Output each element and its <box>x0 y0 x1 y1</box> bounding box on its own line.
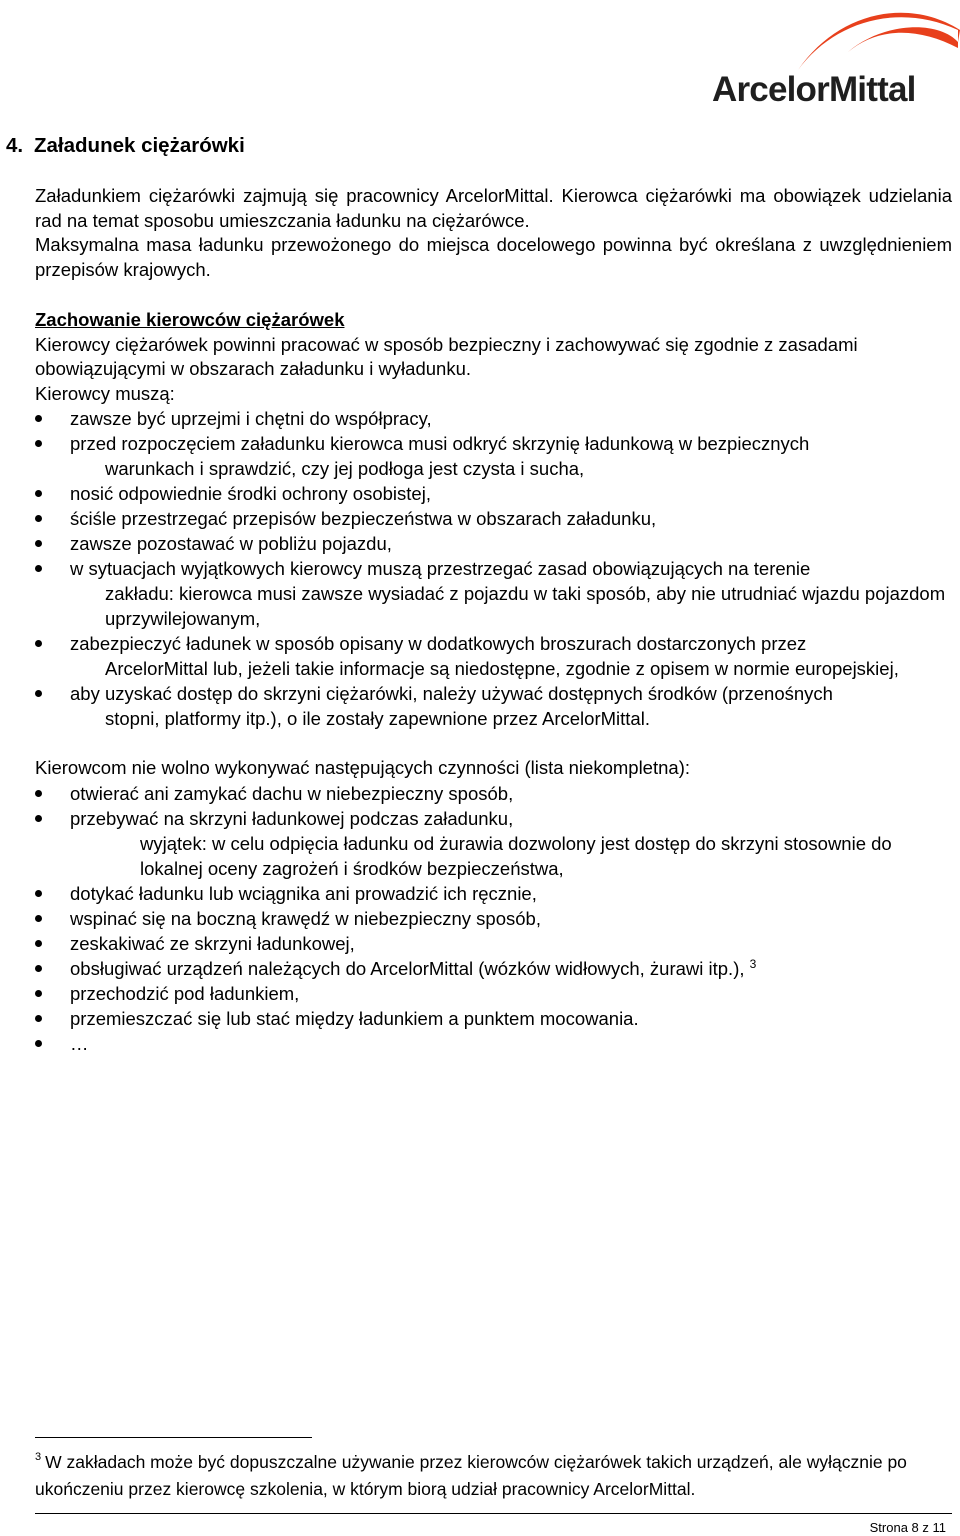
footer-divider <box>35 1513 952 1514</box>
bullet-icon <box>35 990 42 997</box>
intro-paragraph-1: Załadunkiem ciężarówki zajmują się pracownicy ArcelorMittal. Kierowca ciężarówki ma obowiązek udzielania rad na temat sposobu umieszczania ładunku na ciężarówce. <box>35 185 952 231</box>
document-body <box>35 184 952 1056</box>
footnote-number: 3 <box>35 1451 42 1463</box>
bullet-icon <box>35 915 42 922</box>
forbidden-list-item <box>35 781 952 806</box>
must-label: Kierowcy muszą: <box>35 382 175 404</box>
list-item-text: w sytuacjach wyjątkowych kierowcy muszą przestrzegać zasad obowiązujących na terenie <box>70 558 811 579</box>
bullet-icon <box>35 540 42 547</box>
must-list-item <box>35 531 952 556</box>
list-item-continuation: warunkach i sprawdzić, czy jej podłoga jest czysta i sucha, <box>105 458 585 479</box>
forbidden-list-item <box>35 906 952 931</box>
list-item-text: zawsze być uprzejmi i chętni do współpracy, <box>70 408 432 429</box>
list-item-label: wspinać się na boczną krawędź w niebezpieczny sposób, <box>70 907 541 929</box>
must-list-item <box>35 506 952 531</box>
list-item-label: przechodzić pod ładunkiem, <box>70 982 300 1004</box>
list-item-text <box>70 981 952 1006</box>
list-item-text <box>70 931 952 956</box>
list-item-text: nosić odpowiednie środki ochrony osobistej, <box>70 483 431 504</box>
forbidden-label: Kierowcom nie wolno wykonywać następujących czynności (lista niekompletna): <box>35 757 690 778</box>
forbidden-list <box>35 781 952 1056</box>
bullet-icon <box>35 1040 42 1047</box>
list-item-text <box>70 1006 952 1031</box>
list-item-exception: wyjątek: w celu odpięcia ładunku od żurawia dozwolony jest dostęp do skrzyni stosownie do lokalnej oceny zagrożeń i środków bezpieczeństwa, <box>140 832 892 879</box>
forbidden-list-item <box>35 981 952 1006</box>
list-item-text <box>70 881 952 906</box>
bullet-icon <box>35 790 42 797</box>
must-list-item <box>35 431 952 481</box>
list-item-label: dotykać ładunku lub wciągnika ani prowadzić ich ręcznie, <box>70 882 537 904</box>
behaviour-text: Kierowcy ciężarówek powinni pracować w sposób bezpieczny i zachowywać się zgodnie z zasadami obowiązującymi w obszarach załadunku i wyładunku. <box>35 333 858 379</box>
bullet-icon <box>35 440 42 447</box>
page-number: Strona 8 z 11 <box>869 1520 946 1535</box>
must-list-item <box>35 406 952 431</box>
footnote-text: W zakładach może być dopuszczalne używanie przez kierowców ciężarówek takich urządzeń, ale wyłącznie po ukończeniu przez kierowcę szkolenia, w którym biorą udział pracownicy ArcelorMittal. <box>35 1452 907 1499</box>
forbidden-list-item <box>35 1006 952 1031</box>
must-list <box>35 406 952 731</box>
intro-paragraph-2: Maksymalna masa ładunku przewożonego do miejsca docelowego powinna być określana z uwzględnieniem przepisów krajowych. <box>35 234 952 280</box>
section-number: 4. <box>6 134 24 157</box>
list-item-label: … <box>70 1032 89 1054</box>
list-item-text: aby uzyskać dostęp do skrzyni ciężarówki, należy używać dostępnych środków (przenośnych <box>70 683 833 704</box>
behaviour-subtitle: Zachowanie kierowców ciężarówek <box>35 309 345 330</box>
forbidden-list-item <box>35 806 952 881</box>
section-title: Załadunek ciężarówki <box>34 134 245 157</box>
arcelormittal-logo <box>712 2 960 108</box>
must-list-item <box>35 556 952 631</box>
must-list-item <box>35 681 952 731</box>
list-item-text: zabezpieczyć ładunek w sposób opisany w dodatkowych broszurach dostarczonych przez <box>70 633 807 654</box>
bullet-icon <box>35 965 42 972</box>
list-item-text: zawsze pozostawać w pobliżu pojazdu, <box>70 533 392 554</box>
forbidden-list-item <box>35 956 952 981</box>
bullet-icon <box>35 940 42 947</box>
list-item-label: obsługiwać urządzeń należących do ArcelorMittal (wózków widłowych, żurawi itp.), <box>70 957 745 979</box>
list-item-continuation: ArcelorMittal lub, jeżeli takie informacje są niedostępne, zgodnie z opisem w normie europejskiej, <box>105 658 899 679</box>
list-item-label: przemieszczać się lub stać między ładunkiem a punktem mocowania. <box>70 1007 639 1029</box>
forbidden-list-item <box>35 1031 952 1056</box>
list-item-text <box>70 1031 952 1056</box>
bullet-icon <box>35 690 42 697</box>
must-list-item <box>35 631 952 681</box>
list-item-text <box>70 956 952 981</box>
footnote <box>35 1449 935 1503</box>
must-list-item <box>35 481 952 506</box>
footnote-ref[interactable]: 3 <box>749 956 757 971</box>
forbidden-list-item <box>35 881 952 906</box>
list-item-continuation: zakładu: kierowca musi zawsze wysiadać z pojazdu w taki sposób, aby nie utrudniać wjazdu pojazdom uprzywilejowanym, <box>105 583 946 629</box>
bullet-icon <box>35 490 42 497</box>
logo-text: ArcelorMittal <box>712 70 916 109</box>
list-item-text <box>70 806 952 831</box>
list-item-label: przebywać na skrzyni ładunkowej podczas załadunku, <box>70 807 514 829</box>
bullet-icon <box>35 1015 42 1022</box>
footnote-divider <box>35 1437 312 1438</box>
list-item-text <box>70 906 952 931</box>
bullet-icon <box>35 415 42 422</box>
list-item-continuation: stopni, platformy itp.), o ile zostały zapewnione przez ArcelorMittal. <box>105 708 650 729</box>
bullet-icon <box>35 640 42 647</box>
bullet-icon <box>35 815 42 822</box>
list-item-label: otwierać ani zamykać dachu w niebezpieczny sposób, <box>70 782 514 804</box>
list-item-text <box>70 781 952 806</box>
list-item-text: ściśle przestrzegać przepisów bezpieczeństwa w obszarach załadunku, <box>70 508 657 529</box>
forbidden-list-item <box>35 931 952 956</box>
list-item-label: zeskakiwać ze skrzyni ładunkowej, <box>70 932 355 954</box>
list-item-text: przed rozpoczęciem załadunku kierowca musi odkryć skrzynię ładunkową w bezpiecznych <box>70 433 810 454</box>
logo-swoosh-icon <box>788 2 960 72</box>
bullet-icon <box>35 565 42 572</box>
bullet-icon <box>35 515 42 522</box>
bullet-icon <box>35 890 42 897</box>
section-heading <box>6 134 245 158</box>
